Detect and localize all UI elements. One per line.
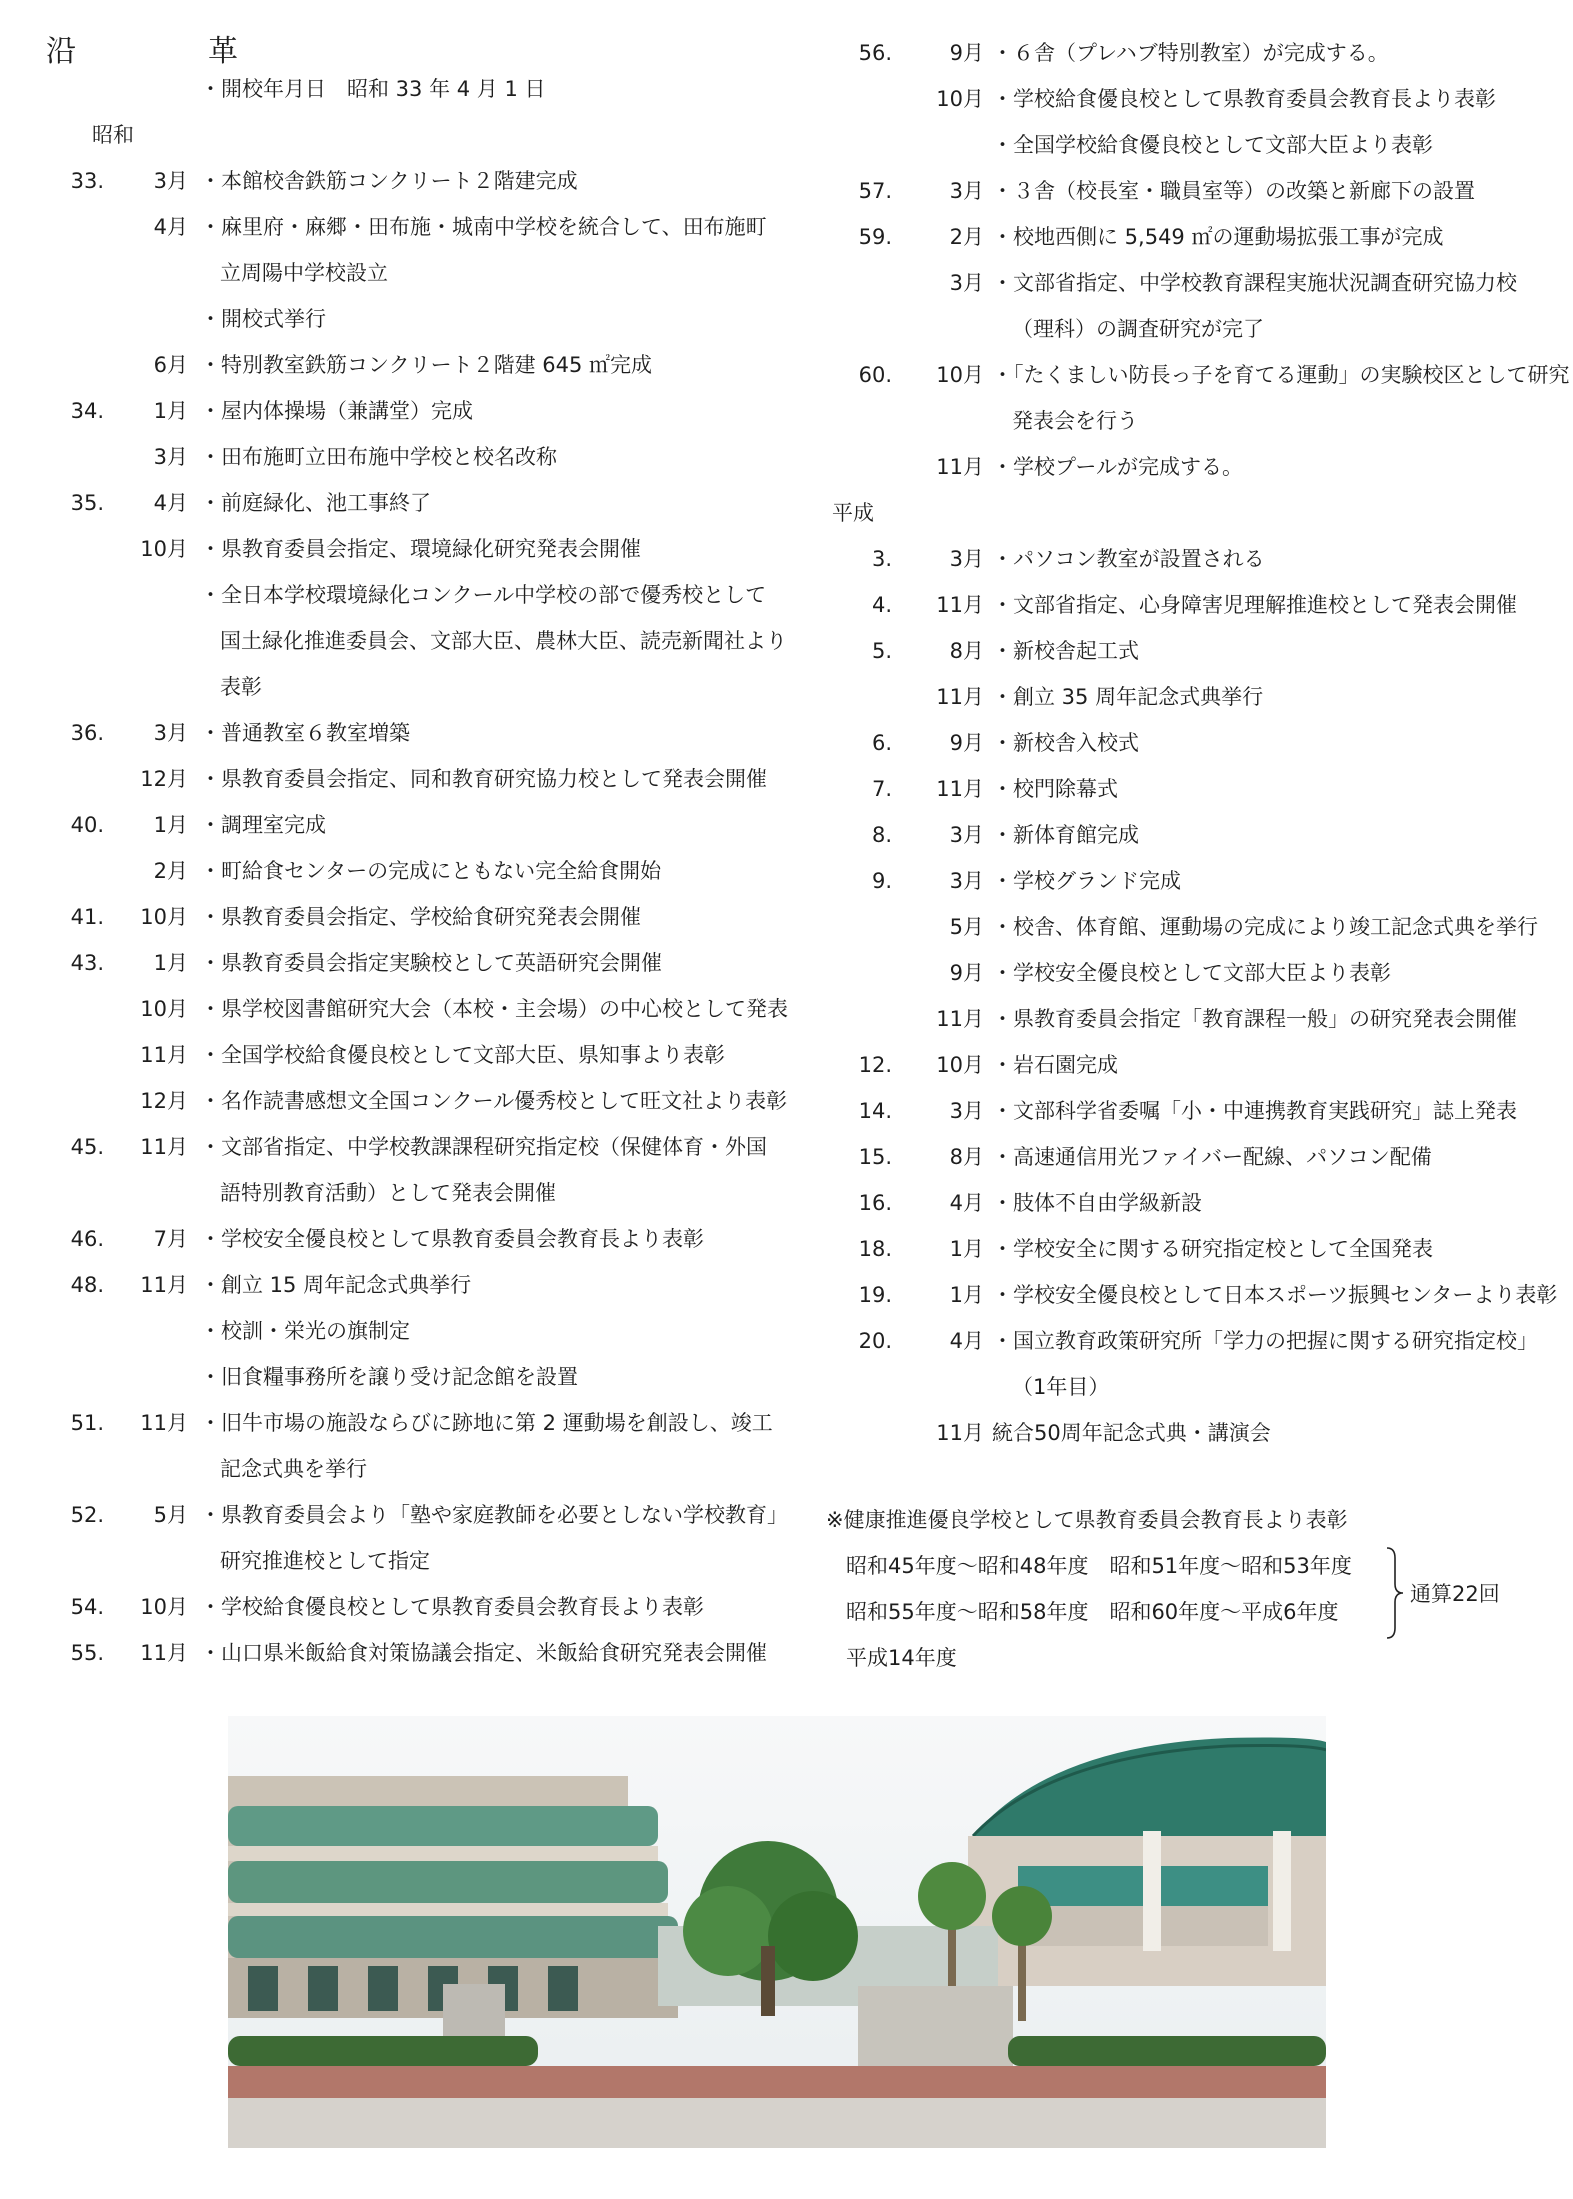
entry-text: ・新体育館完成 bbox=[992, 823, 1139, 847]
entry-month: 2月 bbox=[949, 225, 984, 249]
entry-year: 9. bbox=[871, 869, 892, 893]
entry-month: 3月 bbox=[949, 1099, 984, 1123]
history-entry bbox=[822, 950, 1522, 996]
entry-month: 12月 bbox=[140, 767, 188, 791]
entry-month: 11月 bbox=[936, 685, 984, 709]
history-entry bbox=[822, 1272, 1558, 1318]
entry-month: 10月 bbox=[140, 905, 188, 929]
entry-month: 3月 bbox=[949, 271, 984, 295]
entry-year: 12. bbox=[858, 1053, 892, 1077]
history-entry bbox=[40, 756, 767, 802]
entry-year: 20. bbox=[858, 1329, 892, 1353]
entry-month: 11月 bbox=[936, 1421, 984, 1445]
entry-text: ・旧牛市場の施設ならびに跡地に第 2 運動場を創設し、竣工 bbox=[200, 1411, 773, 1435]
entry-year: 46. bbox=[70, 1227, 104, 1251]
history-entry bbox=[40, 66, 760, 112]
health-award-note: ※健康推進優良学校として県教育委員会教育長より表彰 bbox=[826, 1508, 1348, 1532]
entry-month: 10月 bbox=[936, 363, 984, 387]
entry-text: 発表会を行う bbox=[1012, 409, 1138, 433]
entry-text: ・文部省指定、中学校教課課程研究指定校（保健体育・外国 bbox=[200, 1135, 767, 1159]
entry-month: 3月 bbox=[949, 179, 984, 203]
entry-text: ・全日本学校環境緑化コンクール中学校の部で優秀校として bbox=[200, 583, 767, 607]
entry-text: ・文部科学省委嘱「小・中連携教育実践研究」誌上発表 bbox=[992, 1099, 1517, 1123]
entry-text: 語特別教育活動）として発表会開催 bbox=[220, 1181, 556, 1205]
history-entry bbox=[822, 766, 1522, 812]
history-entry bbox=[40, 940, 760, 986]
brace-icon bbox=[1385, 1546, 1405, 1640]
history-entry bbox=[822, 858, 1522, 904]
entry-text: ・県教育委員会指定、学校給食研究発表会開催 bbox=[200, 905, 641, 929]
entry-text: ・文部省指定、心身障害児理解推進校として発表会開催 bbox=[992, 593, 1517, 617]
entry-text: 研究推進校として指定 bbox=[220, 1549, 430, 1573]
entry-text: ・学校プールが完成する。 bbox=[992, 455, 1243, 479]
entry-text: ・山口県米飯給食対策協議会指定、米飯給食研究発表会開催 bbox=[200, 1641, 767, 1665]
entry-text: 統合50周年記念式典・講演会 bbox=[992, 1421, 1271, 1445]
entry-year: 16. bbox=[858, 1191, 892, 1215]
entry-month: 10月 bbox=[140, 997, 188, 1021]
entry-text: ・全国学校給食優良校として文部大臣より表彰 bbox=[992, 133, 1433, 157]
history-entry bbox=[40, 1446, 760, 1492]
entry-text: （1年目） bbox=[1012, 1375, 1110, 1399]
entry-month: 1月 bbox=[949, 1237, 984, 1261]
entry-year: 41. bbox=[70, 905, 104, 929]
history-entry bbox=[40, 1492, 788, 1538]
entry-year: 57. bbox=[858, 179, 892, 203]
entry-text: ・県教育委員会指定「教育課程一般」の研究発表会開催 bbox=[992, 1007, 1517, 1031]
history-entry bbox=[40, 296, 760, 342]
history-entry bbox=[40, 1032, 760, 1078]
entry-text: ・名作読書感想文全国コンクール優秀校として旺文社より表彰 bbox=[200, 1089, 788, 1113]
entry-year: 19. bbox=[858, 1283, 892, 1307]
entry-month: 4月 bbox=[153, 491, 188, 515]
entry-text: ・創立 15 周年記念式典挙行 bbox=[200, 1273, 472, 1297]
entry-month: 10月 bbox=[140, 1595, 188, 1619]
entry-month: 10月 bbox=[936, 1053, 984, 1077]
history-entry bbox=[822, 168, 1522, 214]
health-award-total: 通算22回 bbox=[1410, 1582, 1500, 1606]
entry-text: （理科）の調査研究が完了 bbox=[1012, 317, 1264, 341]
entry-text: ・学校安全に関する研究指定校として全国発表 bbox=[992, 1237, 1433, 1261]
health-award-years-3: 平成14年度 bbox=[846, 1646, 957, 1670]
entry-month: 7月 bbox=[153, 1227, 188, 1251]
entry-year: 34. bbox=[70, 399, 104, 423]
history-entry bbox=[822, 398, 1522, 444]
history-entry bbox=[822, 628, 1522, 674]
history-entry bbox=[40, 204, 767, 250]
entry-month: 8月 bbox=[949, 639, 984, 663]
history-entry bbox=[40, 1538, 760, 1584]
entry-text: 記念式典を挙行 bbox=[220, 1457, 367, 1481]
entry-text: ・新校舎入校式 bbox=[992, 731, 1139, 755]
history-entry bbox=[822, 1226, 1522, 1272]
history-entry bbox=[822, 1364, 1522, 1410]
entry-text: ・肢体不自由学級新設 bbox=[992, 1191, 1202, 1215]
entry-text: ・全国学校給食優良校として文部大臣、県知事より表彰 bbox=[200, 1043, 725, 1067]
entry-year: 45. bbox=[70, 1135, 104, 1159]
entry-text: 立周陽中学校設立 bbox=[220, 261, 388, 285]
entry-year: 36. bbox=[70, 721, 104, 745]
history-entry bbox=[822, 30, 1522, 76]
history-entry bbox=[40, 434, 760, 480]
entry-text: ・前庭緑化、池工事終了 bbox=[200, 491, 431, 515]
history-entry bbox=[40, 342, 760, 388]
entry-month: 3月 bbox=[153, 445, 188, 469]
history-entry bbox=[822, 260, 1522, 306]
entry-month: 1月 bbox=[949, 1283, 984, 1307]
history-entry bbox=[822, 674, 1522, 720]
entry-month: 11月 bbox=[140, 1641, 188, 1665]
entry-month: 11月 bbox=[140, 1411, 188, 1435]
entry-text: 表彰 bbox=[220, 675, 262, 699]
entry-text: ・学校安全優良校として日本スポーツ振興センターより表彰 bbox=[992, 1283, 1558, 1307]
entry-text: ・開校式挙行 bbox=[200, 307, 326, 331]
entry-text: ・創立 35 周年記念式典挙行 bbox=[992, 685, 1264, 709]
history-entry bbox=[822, 536, 1522, 582]
entry-year: 4. bbox=[871, 593, 892, 617]
entry-month: 11月 bbox=[140, 1043, 188, 1067]
entry-month: 2月 bbox=[153, 859, 188, 883]
history-entry bbox=[822, 214, 1522, 260]
history-entry bbox=[822, 444, 1522, 490]
history-entry bbox=[40, 250, 760, 296]
entry-month: 11月 bbox=[936, 777, 984, 801]
history-entry bbox=[40, 1170, 760, 1216]
entry-month: 3月 bbox=[153, 721, 188, 745]
entry-year: 43. bbox=[70, 951, 104, 975]
entry-text: ・校舎、体育館、運動場の完成により竣工記念式典を挙行 bbox=[992, 915, 1538, 939]
history-entry bbox=[40, 572, 767, 618]
entry-text: ・町給食センターの完成にともない完全給食開始 bbox=[200, 859, 662, 883]
history-entry bbox=[822, 1042, 1522, 1088]
entry-text: ・本館校舎鉄筋コンクリート２階建完成 bbox=[200, 169, 578, 193]
history-entry bbox=[822, 352, 1570, 398]
entry-text: ・特別教室鉄筋コンクリート２階建 645 ㎡完成 bbox=[200, 353, 653, 377]
entry-text: ・学校給食優良校として県教育委員会教育長より表彰 bbox=[200, 1595, 704, 1619]
entry-month: 1月 bbox=[153, 399, 188, 423]
history-entry bbox=[822, 904, 1538, 950]
history-entry bbox=[40, 986, 788, 1032]
entry-year: 15. bbox=[858, 1145, 892, 1169]
entry-year: 55. bbox=[70, 1641, 104, 1665]
entry-month: 10月 bbox=[936, 87, 984, 111]
entry-year: 54. bbox=[70, 1595, 104, 1619]
history-entry bbox=[40, 1216, 760, 1262]
history-entry bbox=[40, 480, 760, 526]
entry-text: ・パソコン教室が設置される bbox=[992, 547, 1265, 571]
entry-text: ・学校安全優良校として文部大臣より表彰 bbox=[992, 961, 1391, 985]
entry-text: ・国立教育政策研究所「学力の把握に関する研究指定校」 bbox=[992, 1329, 1538, 1353]
history-entry bbox=[40, 618, 787, 664]
entry-text: ・旧食糧事務所を譲り受け記念館を設置 bbox=[200, 1365, 578, 1389]
entry-text: ・６舎（プレハブ特別教室）が完成する。 bbox=[992, 41, 1389, 65]
history-entry bbox=[822, 122, 1522, 168]
entry-text: ・麻里府・麻郷・田布施・城南中学校を統合して、田布施町 bbox=[200, 215, 767, 239]
entry-text: ・新校舎起工式 bbox=[992, 639, 1139, 663]
entry-year: 35. bbox=[70, 491, 104, 515]
entry-year: 52. bbox=[70, 1503, 104, 1527]
era-label: 昭和 bbox=[92, 123, 134, 147]
history-entry bbox=[40, 112, 760, 158]
entry-text: ・屋内体操場（兼講堂）完成 bbox=[200, 399, 473, 423]
history-entry bbox=[40, 894, 760, 940]
entry-text: ・県学校図書館研究大会（本校・主会場）の中心校として発表 bbox=[200, 997, 788, 1021]
history-entry bbox=[40, 1078, 788, 1124]
entry-month: 11月 bbox=[936, 455, 984, 479]
entry-text: ・県教育委員会指定実験校として英語研究会開催 bbox=[200, 951, 662, 975]
entry-text: ・岩石園完成 bbox=[992, 1053, 1118, 1077]
history-entry bbox=[822, 1410, 1522, 1456]
history-entry bbox=[822, 996, 1522, 1042]
history-entry bbox=[40, 158, 760, 204]
entry-month: 11月 bbox=[936, 593, 984, 617]
history-entry bbox=[40, 710, 760, 756]
history-entry bbox=[822, 306, 1522, 352]
entry-month: 3月 bbox=[949, 869, 984, 893]
entry-year: 14. bbox=[858, 1099, 892, 1123]
history-entry bbox=[40, 1584, 760, 1630]
entry-text: ・校門除幕式 bbox=[992, 777, 1118, 801]
health-award-years-1: 昭和45年度～昭和48年度 昭和51年度～昭和53年度 bbox=[846, 1554, 1352, 1578]
entry-text: ・校訓・栄光の旗制定 bbox=[200, 1319, 410, 1343]
entry-month: 4月 bbox=[949, 1329, 984, 1353]
entry-month: 9月 bbox=[949, 961, 984, 985]
entry-month: 1月 bbox=[153, 813, 188, 837]
entry-month: 10月 bbox=[140, 537, 188, 561]
entry-month: 9月 bbox=[949, 41, 984, 65]
history-entry bbox=[822, 490, 1522, 536]
entry-text: ・学校安全優良校として県教育委員会教育長より表彰 bbox=[200, 1227, 704, 1251]
entry-month: 5月 bbox=[949, 915, 984, 939]
entry-text: ・普通教室６教室増築 bbox=[200, 721, 410, 745]
history-entry bbox=[40, 802, 760, 848]
entry-year: 8. bbox=[871, 823, 892, 847]
entry-year: 18. bbox=[858, 1237, 892, 1261]
entry-month: 1月 bbox=[153, 951, 188, 975]
entry-text: ・県教育委員会指定、環境緑化研究発表会開催 bbox=[200, 537, 641, 561]
entry-month: 3月 bbox=[949, 823, 984, 847]
entry-year: 59. bbox=[858, 225, 892, 249]
entry-year: 5. bbox=[871, 639, 892, 663]
history-entry bbox=[40, 1308, 760, 1354]
entry-text: ・高速通信用光ファイバー配線、パソコン配備 bbox=[992, 1145, 1432, 1169]
history-entry bbox=[40, 848, 760, 894]
page-title: 沿 革 bbox=[46, 34, 240, 69]
history-entry bbox=[822, 1180, 1522, 1226]
entry-month: 3月 bbox=[153, 169, 188, 193]
entry-text: ・開校年月日 昭和 33 年 4 月 1 日 bbox=[200, 77, 546, 101]
entry-year: 60. bbox=[858, 363, 892, 387]
history-entry bbox=[40, 1400, 773, 1446]
entry-text: ・調理室完成 bbox=[200, 813, 326, 837]
entry-year: 33. bbox=[70, 169, 104, 193]
entry-month: 11月 bbox=[140, 1273, 188, 1297]
history-entry bbox=[822, 720, 1522, 766]
history-entry bbox=[822, 1134, 1522, 1180]
history-entry bbox=[822, 1318, 1538, 1364]
entry-month: 4月 bbox=[153, 215, 188, 239]
entry-text: ・学校グランド完成 bbox=[992, 869, 1181, 893]
entry-year: 51. bbox=[70, 1411, 104, 1435]
entry-year: 6. bbox=[871, 731, 892, 755]
history-entry bbox=[40, 1354, 760, 1400]
entry-month: 6月 bbox=[153, 353, 188, 377]
entry-text: ・３舎（校長室・職員室等）の改築と新廊下の設置 bbox=[992, 179, 1475, 203]
entry-month: 5月 bbox=[153, 1503, 188, 1527]
entry-year: 40. bbox=[70, 813, 104, 837]
history-entry bbox=[40, 388, 760, 434]
history-entry bbox=[40, 664, 760, 710]
entry-text: ・県教育委員会指定、同和教育研究協力校として発表会開催 bbox=[200, 767, 767, 791]
history-entry bbox=[40, 1630, 767, 1676]
entry-text: 国土緑化推進委員会、文部大臣、農林大臣、読売新聞社より bbox=[220, 629, 787, 653]
history-entry bbox=[822, 812, 1522, 858]
entry-month: 4月 bbox=[949, 1191, 984, 1215]
entry-month: 9月 bbox=[949, 731, 984, 755]
entry-month: 12月 bbox=[140, 1089, 188, 1113]
history-entry bbox=[40, 1124, 767, 1170]
entry-month: 3月 bbox=[949, 547, 984, 571]
entry-text: ・学校給食優良校として県教育委員会教育長より表彰 bbox=[992, 87, 1496, 111]
history-entry bbox=[40, 526, 760, 572]
entry-year: 3. bbox=[871, 547, 892, 571]
entry-year: 48. bbox=[70, 1273, 104, 1297]
entry-month: 11月 bbox=[936, 1007, 984, 1031]
history-entry bbox=[40, 1262, 760, 1308]
entry-year: 56. bbox=[858, 41, 892, 65]
history-entry bbox=[822, 76, 1522, 122]
entry-text: ・文部省指定、中学校教育課程実施状況調査研究協力校 bbox=[992, 271, 1517, 295]
era-label: 平成 bbox=[832, 501, 874, 525]
entry-text: ・「たくましい防長っ子を育てる運動」の実験校区として研究 bbox=[992, 363, 1570, 387]
history-entry bbox=[822, 582, 1522, 628]
school-building-photo bbox=[228, 1716, 1326, 2148]
entry-year: 7. bbox=[871, 777, 892, 801]
entry-text: ・校地西側に 5,549 ㎡の運動場拡張工事が完成 bbox=[992, 225, 1444, 249]
entry-month: 8月 bbox=[949, 1145, 984, 1169]
entry-text: ・県教育委員会より「塾や家庭教師を必要としない学校教育」 bbox=[200, 1503, 788, 1527]
entry-text: ・田布施町立田布施中学校と校名改称 bbox=[200, 445, 557, 469]
health-award-years-2: 昭和55年度～昭和58年度 昭和60年度～平成6年度 bbox=[846, 1600, 1339, 1624]
entry-month: 11月 bbox=[140, 1135, 188, 1159]
history-entry bbox=[822, 1088, 1522, 1134]
